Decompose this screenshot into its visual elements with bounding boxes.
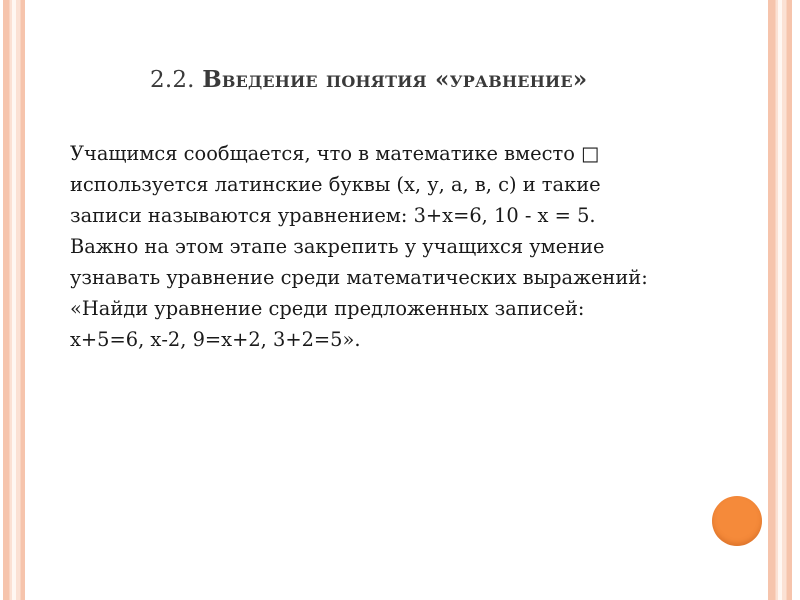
body-line: Важно на этом этапе закрепить у учащихся умение (70, 235, 605, 258)
slide-body (70, 138, 760, 355)
body-line: х+5=6, х-2, 9=х+2, 3+2=5». (70, 328, 361, 351)
body-line: используется латинские буквы (х, у, а, в, с) и такие (70, 173, 601, 196)
body-line: Учащимся сообщается, что в математике вместо □ (70, 142, 600, 165)
orange-circle-icon (712, 496, 762, 546)
right-border-highlight (778, 0, 782, 600)
body-line: «Найди уравнение среди предложенных записей: (70, 297, 585, 320)
body-line: узнавать уравнение среди математических выражений: (70, 266, 648, 289)
slide-title-number: 2.2. (150, 67, 195, 93)
left-border-highlight (12, 0, 16, 600)
slide-title-text: Введение понятия «уравнение» (202, 66, 588, 93)
slide-title (150, 66, 750, 93)
body-line: записи называются уравнением: 3+х=6, 10 - х = 5. (70, 204, 596, 227)
